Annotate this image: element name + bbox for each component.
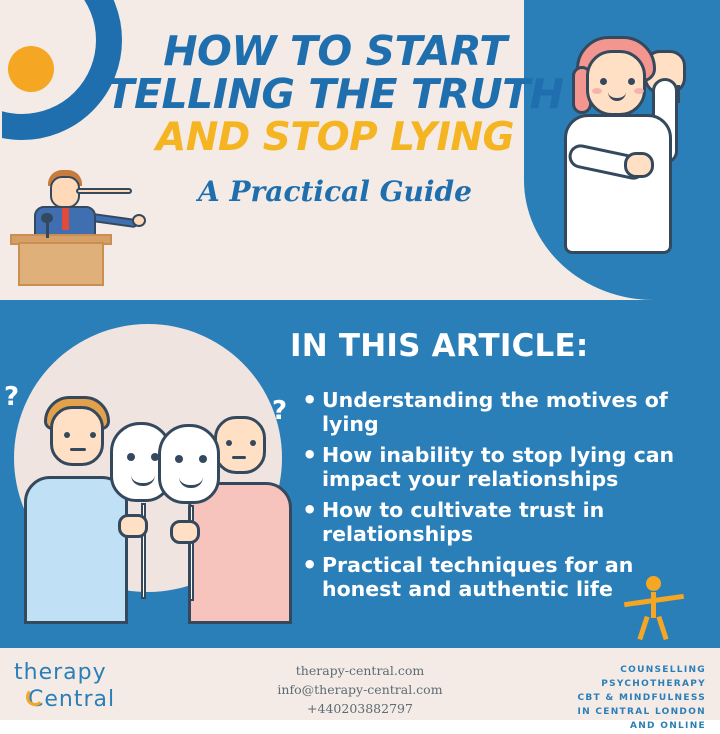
list-item: • How to cultivate trust in relationships bbox=[300, 498, 704, 546]
list-item: • Understanding the motives of lying bbox=[300, 388, 704, 436]
contact-website[interactable]: therapy-central.com bbox=[295, 663, 425, 678]
list-item: • How inability to stop lying can impact your relationships bbox=[300, 443, 704, 491]
services-tagline bbox=[577, 664, 706, 734]
question-mark-right-icon: ? bbox=[272, 396, 288, 426]
masks-couple-illustration bbox=[4, 324, 294, 624]
headline-line-3: AND STOP LYING bbox=[156, 115, 514, 161]
article-heading: IN THIS ARTICLE: bbox=[290, 328, 589, 364]
footer-section bbox=[0, 648, 720, 731]
logo-text-top: therapy bbox=[14, 660, 107, 685]
decorative-dot-icon bbox=[8, 46, 54, 92]
header-section bbox=[0, 0, 720, 300]
question-mark-left-icon: ? bbox=[4, 382, 20, 412]
headline-line-2: TELLING THE TRUTH bbox=[106, 69, 564, 118]
contact-email[interactable]: info@therapy-central.com bbox=[277, 681, 443, 697]
subheadline: A Practical Guide bbox=[198, 174, 472, 208]
orange-figure-icon bbox=[618, 576, 690, 642]
tagline-line: AND ONLINE bbox=[629, 720, 706, 731]
article-bullet-list bbox=[300, 388, 704, 608]
logo-text-bottom: Central bbox=[28, 687, 116, 712]
tagline-line: PSYCHOTHERAPY bbox=[601, 678, 706, 689]
list-item: • Practical techniques for an honest and authentic life bbox=[300, 553, 704, 601]
headline-line-1: HOW TO START bbox=[163, 27, 507, 75]
tagline-line: COUNSELLING bbox=[620, 665, 706, 675]
tagline-line: IN CENTRAL LONDON bbox=[577, 706, 706, 717]
tagline-line: CBT & MINDFULNESS bbox=[577, 692, 706, 703]
article-section bbox=[0, 300, 720, 648]
headline-block bbox=[100, 27, 570, 208]
contact-phone[interactable]: +440203882797 bbox=[307, 700, 413, 716]
